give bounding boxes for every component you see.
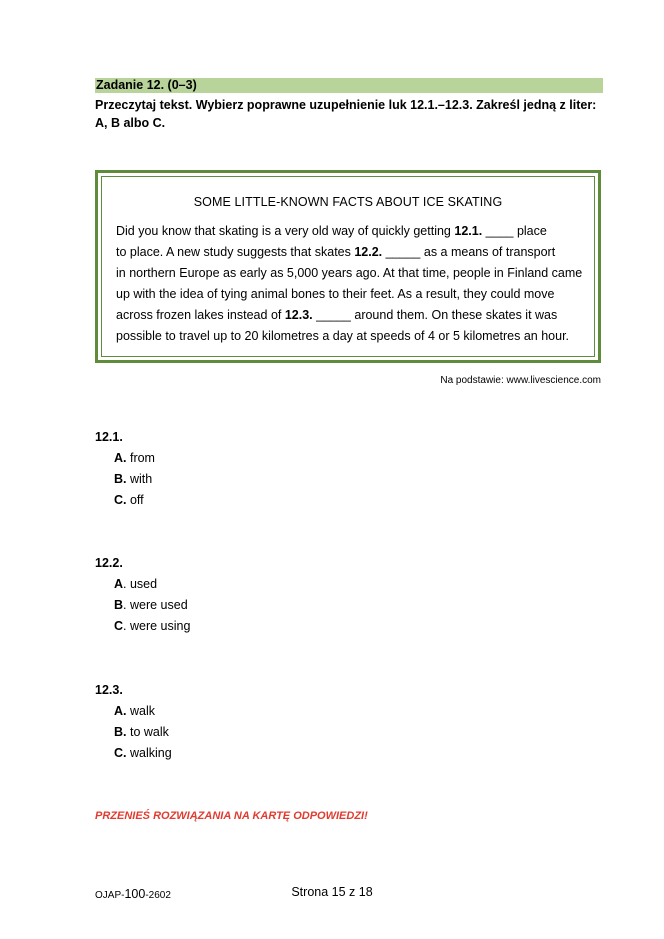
text-line (116, 305, 592, 326)
option-text: off (126, 493, 144, 507)
text-segment: to place. A new study suggests that skates (116, 245, 355, 259)
option-letter: A. (114, 451, 127, 465)
option-text: . were using (123, 619, 191, 633)
text-segment: Did you know that skating is a very old way of quickly getting (116, 224, 455, 238)
option-b[interactable] (114, 595, 190, 616)
question-12-1 (95, 427, 155, 511)
option-letter: B (114, 598, 124, 612)
option-text: walk (126, 704, 155, 718)
text-line: possible to travel up to 20 kilometres a day at speeds of 4 or 5 kilometres an hour. (116, 329, 570, 343)
option-c[interactable] (114, 616, 190, 637)
option-b[interactable] (114, 469, 155, 490)
option-letter: C (114, 619, 124, 633)
question-number: 12.1. (95, 430, 123, 444)
option-text: with (126, 472, 153, 486)
gap-label-12-2: 12.2. (354, 245, 383, 259)
task-title: Zadanie 12. (0–3) (95, 78, 603, 93)
option-letter: B. (114, 472, 127, 486)
option-text: walking (126, 746, 172, 760)
transfer-answers-note: PRZENIEŚ ROZWIĄZANIA NA KARTĘ ODPOWIEDZI! (95, 810, 368, 822)
text-box-title: SOME LITTLE-KNOWN FACTS ABOUT ICE SKATING (193, 195, 503, 209)
option-a[interactable] (114, 701, 172, 722)
exam-code-prefix: OJAP- (95, 890, 125, 901)
option-text: . were used (123, 598, 188, 612)
question-12-2 (95, 553, 190, 637)
option-text: . used (123, 577, 158, 591)
option-a[interactable] (114, 448, 155, 469)
option-b[interactable] (114, 722, 172, 743)
gap-label-12-1: 12.1. (454, 224, 483, 238)
text-line: up with the idea of tying animal bones to their feet. As a result, they could move (116, 287, 555, 301)
option-letter: A (114, 577, 124, 591)
gap-label-12-3: 12.3. (284, 308, 313, 322)
page-number: Strona 15 z 18 (291, 885, 373, 899)
option-letter: A. (114, 704, 127, 718)
option-a[interactable] (114, 574, 190, 595)
option-letter: C. (114, 746, 127, 760)
question-number: 12.3. (95, 683, 123, 697)
text-line (116, 221, 592, 242)
task-instruction: Przeczytaj tekst. Wybierz poprawne uzupełnienie luk 12.1.–12.3. Zakreśl jedną z liter: A, B albo C. (95, 98, 597, 130)
question-12-3 (95, 680, 172, 764)
option-c[interactable] (114, 743, 172, 764)
text-box-body (116, 221, 592, 347)
option-letter: C. (114, 493, 127, 507)
text-box (95, 170, 601, 363)
text-line: in northern Europe as early as 5,000 years ago. At that time, people in Finland came (116, 266, 583, 280)
text-line (116, 242, 592, 263)
text-segment: _____ around them. On these skates it was (312, 308, 558, 322)
text-segment: ____ place (482, 224, 547, 238)
text-segment: across frozen lakes instead of (116, 308, 285, 322)
question-number: 12.2. (95, 556, 123, 570)
option-letter: B. (114, 725, 127, 739)
text-box-inner-border (101, 176, 595, 357)
source-note: Na podstawie: www.livescience.com (440, 375, 601, 386)
exam-code-suffix: -2602 (145, 890, 171, 901)
exam-code-number: 100 (124, 887, 146, 901)
option-text: from (126, 451, 155, 465)
text-segment: _____ as a means of transport (382, 245, 556, 259)
option-c[interactable] (114, 490, 155, 511)
option-text: to walk (126, 725, 169, 739)
